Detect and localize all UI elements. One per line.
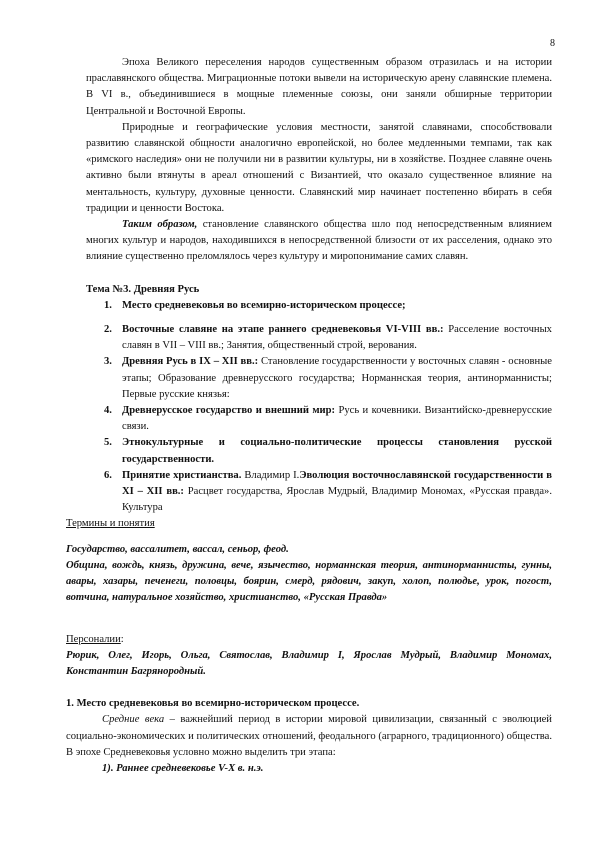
outline-item: 2. Восточные славяне на этапе раннего средневековья VI-VIII вв.: Расселение восточных славян в VII – VIII вв.; Занятия, общественный строй, верования.: [104, 324, 552, 352]
terms-line-1: Государство, вассалитет, вассал, сеньор, феод.: [66, 543, 289, 555]
page-content: [66, 55, 553, 777]
outline-item: 1. Место средневековья во всемирно-историческом процессе;: [104, 299, 406, 311]
intro-paragraph-3-text: становление славянского общества шло под непосредственным влиянием многих культур и народов, находившихся в непосредственной близости от их расселения, однако это влияние существенно преломлялось через культуру и миропонимание самих славян.: [86, 219, 552, 263]
section-1-title: 1. Место средневековья во всемирно-историческом процессе.: [66, 698, 360, 710]
outline-item: 4. Древнерусское государство и внешний мир: Русь и кочевники. Византийско-древнерусские связи.: [104, 405, 552, 433]
intro-paragraph-1: Эпоха Великого переселения народов существенным образом отразилась и на истории праславянского общества. Миграционные потоки вывели на историческую арену славянские племена. В VI в., объединившиеся в мощные племенные союзы, они заняли обширные территории Центральной и Восточной Европы.: [86, 57, 552, 117]
terms-heading: Термины и понятия: [66, 518, 155, 530]
persons-heading: Персоналии:: [66, 633, 124, 645]
section-1-paragraph: Средние века – важнейший период в истории мировой цивилизации, связанный с эволюцией социально-экономических и политических отношений, феодального (аграрного, традиционного) общества. В эпохе Средневековья условно можно выделить три этапа:: [66, 714, 552, 758]
intro-paragraph-2: Природные и географические условия местности, занятой славянами, способствовали развитию славянской общности аналогично европейской, но более медленными темпами, так как «римского наследия» они не получили ни в развитии культуры, ни в хозяйстве. Позднее славяне очень активно были втянуты в ареал отношений с Византией, что оказало существенное влияние на ментальность, культуру, духовные ценности. Славянский мир начинает постепенно вбирать в себя традиции и ценности Востока.: [86, 121, 552, 214]
page-number: 8: [550, 38, 555, 49]
outline-item: 6. Принятие христианства. Владимир I.Эволюция восточнославянской государственности в XI – XII вв.: Расцвет государства, Ярослав Мудрый, Владимир Мономах, «Русская правда». Культура: [104, 469, 553, 514]
topic-title: Тема №3. Древняя Русь: [86, 283, 200, 295]
terms-line-2: Община, вождь, князь, дружина, вече, язычество, норманнская теория, антинорманнисты, гунны, авары, хазары, печенеги, половцы, боярин, смерд, рядович, закуп, холоп, полюдье, урок, погост, вотчина, натуральное хозяйство, христианство, «Русская Правда»: [66, 559, 552, 604]
persons-list: Рюрик, Олег, Игорь, Ольга, Святослав, Владимир I, Ярослав Мудрый, Владимир Мономах, Константин Багрянородный.: [66, 649, 552, 677]
intro-emphasis: Таким образом,: [122, 219, 198, 231]
topic-outline: [86, 298, 552, 517]
intro-paragraph-3: [86, 217, 552, 266]
section-1-subheading: 1). Раннее средневековье V-X в. н.э.: [102, 762, 264, 774]
outline-item: 3. Древняя Русь в IX – XII вв.: Становление государственности у восточных славян - основные этапы; Образование древнерусского государства; Норманнская теория, антинорманнисты; Первые русские князья:: [104, 356, 552, 400]
outline-item: 5. Этнокультурные и социально-политические процессы становления русской государственности.: [104, 437, 552, 465]
